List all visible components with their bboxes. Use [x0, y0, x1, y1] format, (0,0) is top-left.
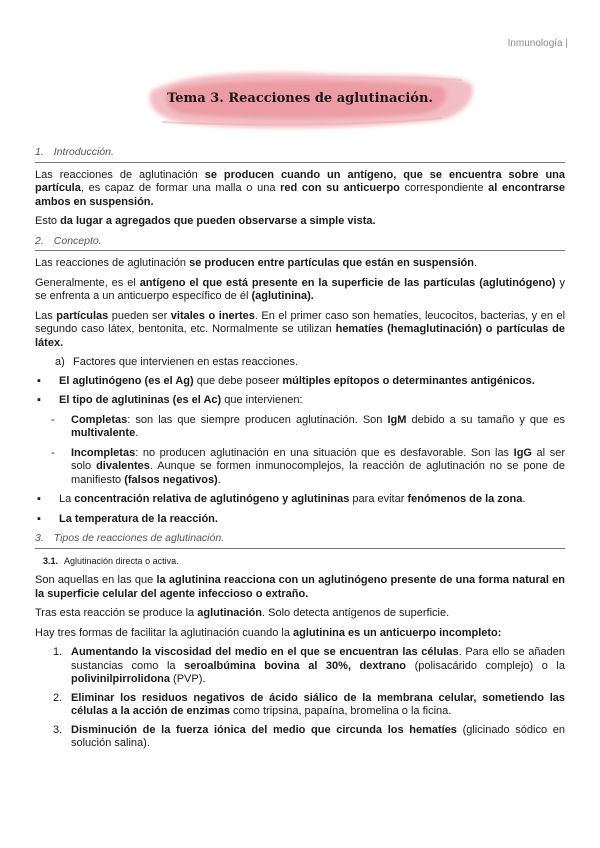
paragraph: Generalmente, es el antígeno el que está presente en la superficie de las partículas (aglutinógeno) y se enfrenta a un anticuerpo específico de él (aglutinina).	[35, 276, 565, 302]
square-bullet-icon: ▪	[37, 394, 41, 406]
bullet-item: ▪ La temperatura de la reacción.	[37, 512, 218, 525]
paragraph: Son aquellas en las que la aglutinina reacciona con un aglutinógeno presente de una forma natural en la superficie celular del agente infeccioso o extraño.	[35, 574, 565, 600]
square-bullet-icon: ▪	[37, 512, 41, 525]
section-heading-tipos: 3. Tipos de reacciones de aglutinación.	[35, 532, 565, 549]
paragraph: Las reacciones de aglutinación se producen entre partículas que están en suspensión.	[35, 257, 478, 269]
paragraph: Las partículas pueden ser vitales o inertes. En el primer caso son hematíes, leucocitos, bacterias, y en el segundo caso látex, bentonita, etc. Normalmente se utilizan hematíes (hemaglutinación) o partículas de látex.	[35, 309, 566, 349]
paragraph: Las reacciones de aglutinación se producen cuando un antígeno, que se encuentra sobre una partícula, es capaz de formar una malla o una red con su anticuerpo correspondiente al encontrarse ambos en suspensión.	[35, 168, 565, 208]
dash-item: - Incompletas: no producen aglutinación en una situación que es desfavorable. Son las IgG al ser solo divalentes. Aunque se formen inmunocomplejos, la reacción de aglutinación no se pone de manifiesto (falsos negativos).	[51, 446, 565, 486]
alpha-list-item: a) Factores que intervienen en estas reacciones.	[55, 356, 299, 368]
numbered-item: 1. Aumentando la viscosidad del medio en el que se encuentran las células. Para ello se añaden sustancias como la seroalbúmina bovina al 30%, dextrano (polisacárido complejo) o la polivinilpirrolidona (PVP).	[53, 646, 566, 685]
bullet-item: ▪ El aglutinógeno (es el Ag) que debe poseer múltiples epítopos o determinantes antigénicos.	[37, 374, 535, 387]
dash-bullet-icon: -	[51, 413, 55, 426]
page-title: Tema 3. Reacciones de aglutinación.	[167, 91, 433, 106]
square-bullet-icon: ▪	[37, 493, 41, 505]
paragraph: Esto da lugar a agregados que pueden observarse a simple vista.	[35, 215, 376, 227]
section-heading-concepto: 2. Concepto.	[35, 235, 565, 252]
bullet-item: ▪ El tipo de aglutininas (es el Ac) que intervienen:	[37, 394, 303, 406]
square-bullet-icon: ▪	[37, 374, 41, 387]
numbered-item: 3. Disminución de la fuerza iónica del medio que circunda los hematíes (glicinado sódico en solución salina).	[53, 723, 565, 749]
subsection-heading: 3.1. Aglutinación directa o activa.	[43, 555, 179, 566]
paragraph: Tras esta reacción se produce la aglutinación. Solo detecta antígenos de superficie.	[35, 607, 450, 619]
dash-bullet-icon: -	[51, 446, 55, 459]
document-body	[35, 140, 565, 756]
section-heading-introduccion: 1. Introducción.	[35, 146, 565, 163]
bullet-item: ▪ La concentración relativa de aglutinógeno y aglutininas para evitar fenómenos de la zona.	[37, 493, 526, 505]
dash-item: - Completas: son las que siempre producen aglutinación. Son IgM debido a su tamaño y que es multivalente.	[51, 413, 565, 439]
paragraph: Hay tres formas de facilitar la aglutinación cuando la aglutinina es un anticuerpo incompleto:	[35, 626, 502, 639]
numbered-item: 2. Eliminar los residuos negativos de ácido siálico de la membrana celular, sometiendo las células a la acción de enzimas como tripsina, papaína, bromelina o la ficina.	[53, 691, 565, 717]
running-header: Inmunología |	[507, 38, 568, 49]
